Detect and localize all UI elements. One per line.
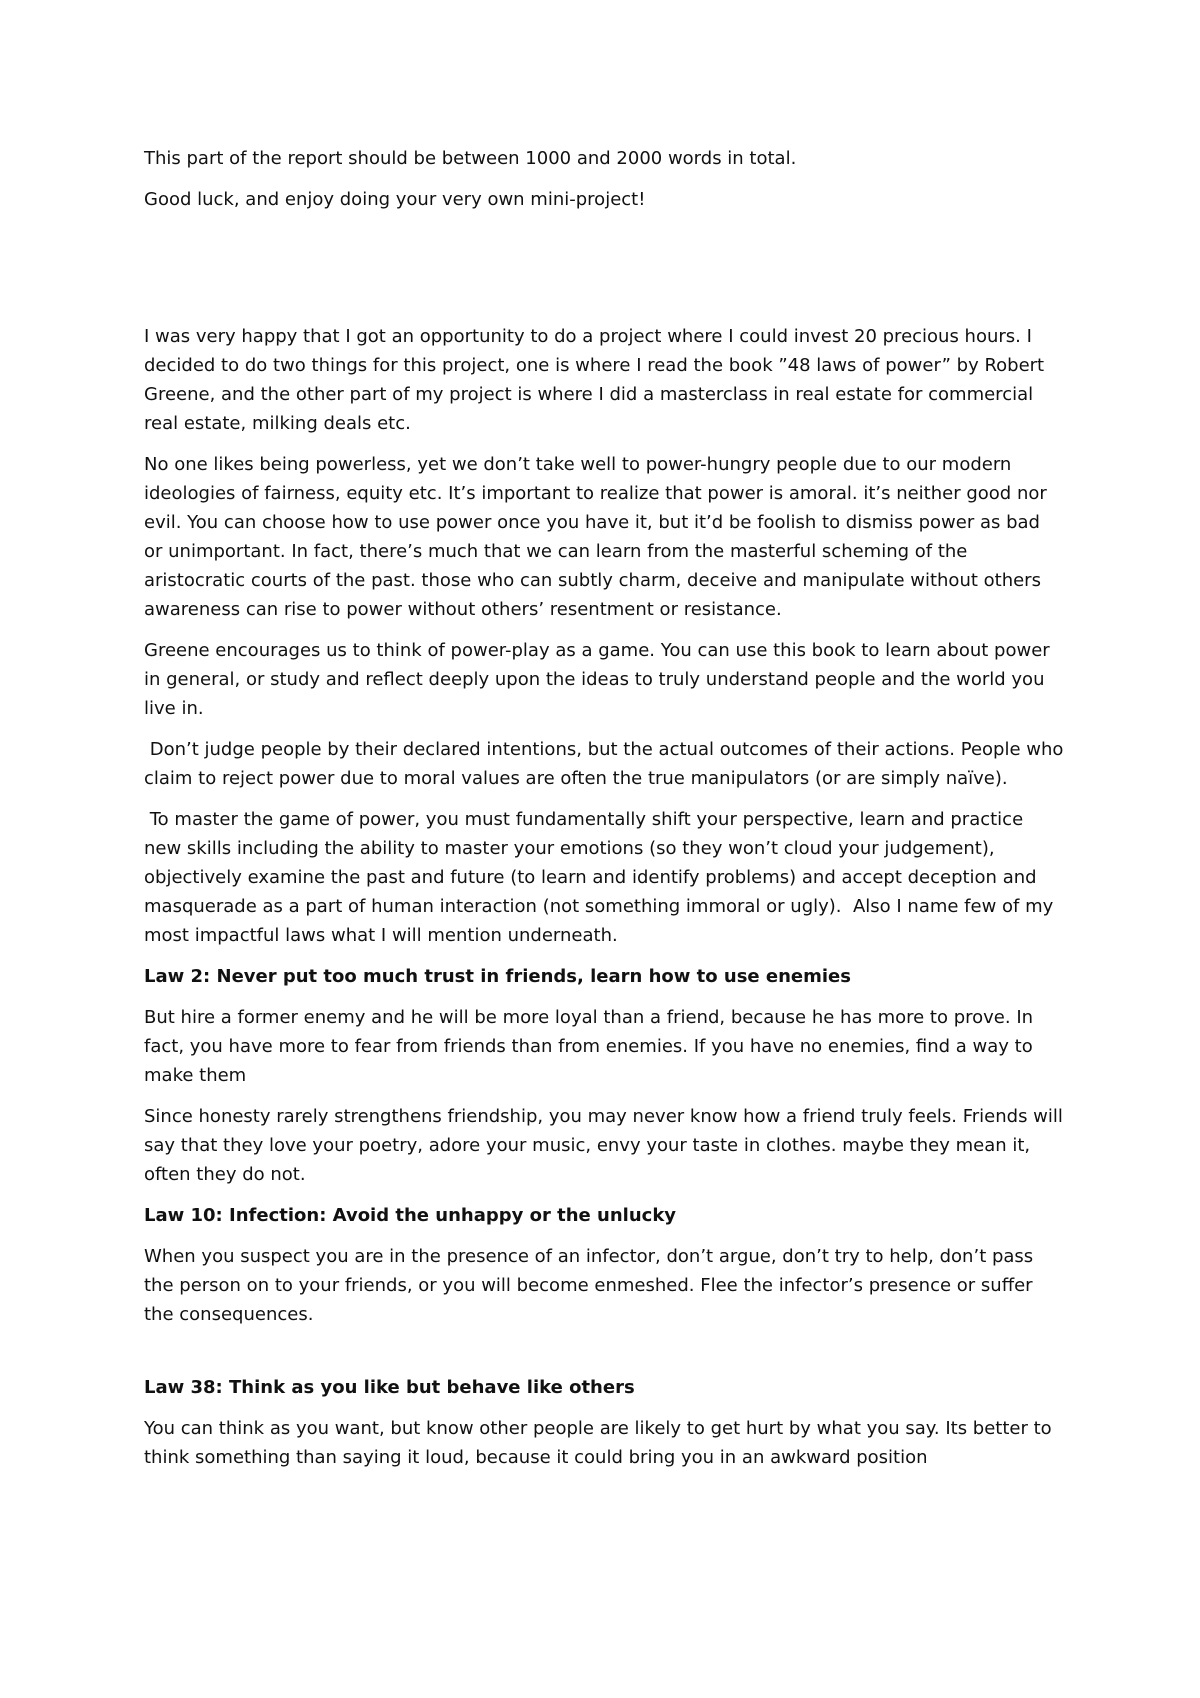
good-luck-note: Good luck, and enjoy doing your very own mini-project!: [144, 189, 646, 210]
law-2-heading: Law 2: Never put too much trust in friends, learn how to use enemies: [144, 966, 851, 987]
blank-space: [144, 226, 1064, 322]
law-2-paragraph: Since honesty rarely strengthens friendship, you may never know how a friend truly feels. Friends will say that they love your poetry, adore your music, envy your taste in clothes. maybe they mean it, often they do not.: [144, 1106, 1063, 1185]
law-10-paragraph: When you suspect you are in the presence of an infector, don’t argue, don’t try to help, don’t pass the person on to your friends, or you will become enmeshed. Flee the infector’s presence or suffer the consequences.: [144, 1246, 1034, 1325]
law-2-paragraph: But hire a former enemy and he will be more loyal than a friend, because he has more to prove. In fact, you have more to fear from friends than from enemies. If you have no enemies, find a way to make them: [144, 1007, 1034, 1086]
paragraph-power-game: Greene encourages us to think of power-play as a game. You can use this book to learn about power in general, or study and reflect deeply upon the ideas to truly understand people and the world you live in.: [144, 640, 1050, 719]
paragraph-project-intro: I was very happy that I got an opportunity to do a project where I could invest 20 precious hours. I decided to do two things for this project, one is where I read the book ”48 laws of power” by Robert Greene, and the other part of my project is where I did a masterclass in real estate for commercial real estate, milking deals etc.: [144, 326, 1045, 434]
law-10-heading: Law 10: Infection: Avoid the unhappy or the unlucky: [144, 1205, 677, 1226]
law-38-paragraph: You can think as you want, but know other people are likely to get hurt by what you say. Its better to think something than saying it loud, because it could bring you in an awkward position: [144, 1418, 1052, 1468]
law-38-heading: Law 38: Think as you like but behave like others: [144, 1377, 635, 1398]
paragraph-master-game: To master the game of power, you must fundamentally shift your perspective, learn and practice new skills including the ability to master your emotions (so they won’t cloud your judgement), objectively examine the past and future (to learn and identify problems) and accept deception and masquerade as a part of human interaction (not something immoral or ugly). Also I name few of my most impactful laws what I will mention underneath.: [144, 809, 1060, 946]
paragraph-judge-outcomes: Don’t judge people by their declared intentions, but the actual outcomes of their actions. People who claim to reject power due to moral values are often the true manipulators (or are simply naïve).: [144, 739, 1070, 789]
word-count-note: This part of the report should be between 1000 and 2000 words in total.: [144, 148, 797, 169]
blank-space: [144, 1341, 1064, 1373]
document-body: [144, 144, 1070, 1484]
paragraph-power-amoral: No one likes being powerless, yet we don’t take well to power-hungry people due to our modern ideologies of fairness, equity etc. It’s important to realize that power is amoral. it’s neither good nor evil. You can choose how to use power once you have it, but it’d be foolish to dismiss power as bad or unimportant. In fact, there’s much that we can learn from the masterful scheming of the aristocratic courts of the past. those who can subtly charm, deceive and manipulate without others awareness can rise to power without others’ resentment or resistance.: [144, 454, 1047, 620]
